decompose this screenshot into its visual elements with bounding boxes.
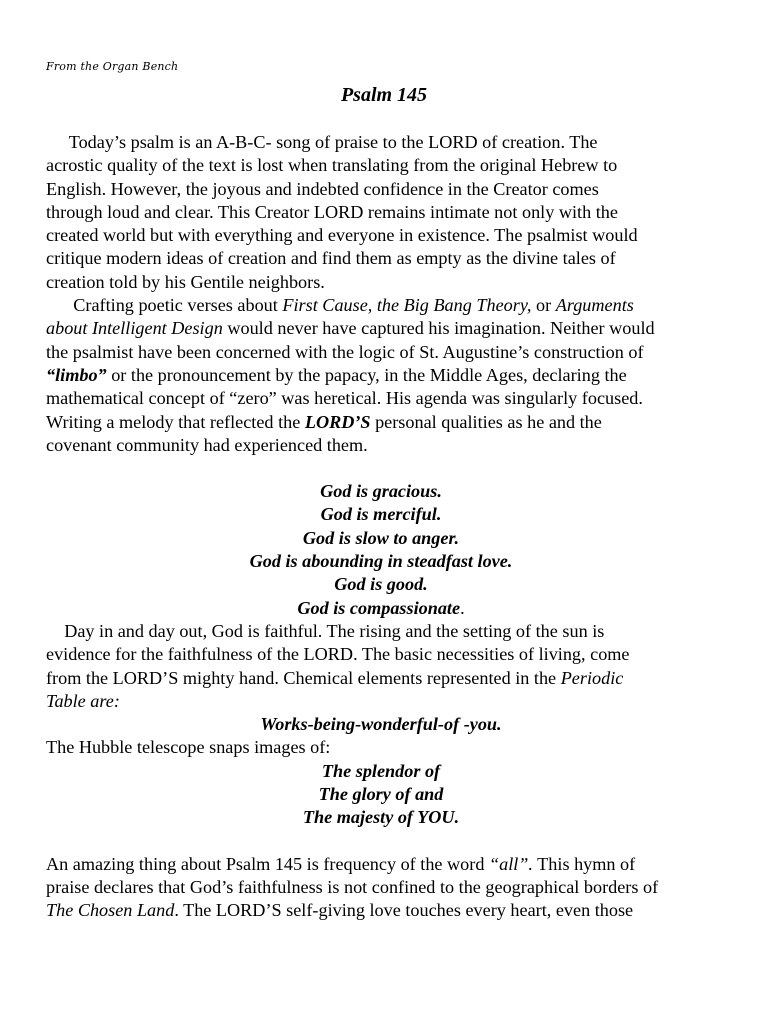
page-title: Psalm 145 [340, 84, 428, 106]
text-span: . [460, 597, 465, 618]
text-span: personal qualities as he and the [370, 411, 602, 432]
attribute-line: God is gracious. [320, 481, 442, 502]
text-line [46, 131, 716, 154]
paragraph-all [46, 853, 716, 923]
text-line: through loud and clear. This Creator LORD remains intimate not only with the [46, 201, 618, 222]
text-line [46, 853, 716, 876]
text-span: This hymn of [532, 853, 636, 874]
text-line [46, 294, 716, 317]
text-line: created world but with everything and everyone in existence. The psalmist would [46, 225, 638, 246]
attribute-line [46, 597, 716, 620]
text-line [46, 411, 716, 434]
bold-italic-span: “limbo” [46, 364, 107, 385]
text-span: Day in and day out, God is faithful. The rising and the setting of the sun is [64, 620, 605, 641]
attribute-line: God is abounding in steadfast love. [249, 551, 513, 572]
spacer [46, 457, 716, 480]
paragraph-crafting [46, 294, 716, 457]
text-line: creation told by his Gentile neighbors. [46, 271, 325, 292]
document-body [46, 131, 716, 923]
text-span: would never have captured his imagination. Neither would [222, 318, 655, 339]
italic-span: First Cause, the Big Bang Theory, [282, 295, 532, 316]
spacer [46, 830, 716, 853]
text-line: praise declares that God’s faithfulness is not confined to the geographical borders of [46, 876, 659, 897]
text-line: The Hubble telescope snaps images of: [46, 737, 331, 758]
splendor-line: The splendor of [321, 760, 441, 781]
paragraph-faithful [46, 620, 716, 830]
italic-span: “all”. [488, 853, 533, 874]
text-line: acrostic quality of the text is lost when translating from the original Hebrew to [46, 155, 618, 176]
text-line: Table are: [46, 690, 120, 711]
text-span: An amazing thing about Psalm 145 is frequency of the word [46, 853, 489, 874]
text-line [46, 364, 716, 387]
text-span: . The LORD’S self-giving love touches every heart, even those [174, 900, 634, 921]
text-line [46, 620, 716, 643]
text-span: Writing a melody that reflected the [46, 411, 305, 432]
bold-italic-span: LORD’S [304, 411, 371, 432]
bold-italic-span: God is compassionate [297, 597, 461, 618]
text-line [46, 667, 716, 690]
attribute-line: God is good. [334, 574, 428, 595]
italic-span: Periodic [560, 667, 624, 688]
works-line: Works-being-wonderful-of -you. [260, 714, 502, 735]
text-line: English. However, the joyous and indebted confidence in the Creator comes [46, 178, 599, 199]
text-line: mathematical concept of “zero” was heretical. His agenda was singularly focused. [46, 388, 643, 409]
text-line: covenant community had experienced them. [46, 434, 368, 455]
italic-span: Arguments [555, 295, 634, 316]
text-span: from the LORD’S mighty hand. Chemical elements represented in the [46, 667, 561, 688]
text-line: the psalmist have been concerned with the logic of St. Augustine’s construction of [46, 341, 644, 362]
text-line [46, 899, 716, 922]
text-span: Crafting poetic verses about [73, 295, 283, 316]
splendor-line: The glory of and [318, 784, 444, 805]
paragraph-intro [46, 131, 716, 294]
splendor-line: The majesty of YOU. [302, 807, 460, 828]
text-line [46, 317, 716, 340]
italic-span: The Chosen Land [46, 900, 175, 921]
page-header: From the Organ Bench [46, 60, 179, 73]
text-line: critique modern ideas of creation and find them as empty as the divine tales of [46, 248, 616, 269]
italic-span: about Intelligent Design [46, 318, 223, 339]
text-span: or the pronouncement by the papacy, in the Middle Ages, declaring the [106, 364, 627, 385]
attribute-line: God is merciful. [320, 504, 442, 525]
attribute-line: God is slow to anger. [302, 527, 460, 548]
text-span: or [531, 295, 556, 316]
text-span: Today’s psalm is an A-B-C- song of praise to the LORD of creation. The [68, 132, 598, 152]
attributes-list [46, 480, 716, 620]
text-line: evidence for the faithfulness of the LORD. The basic necessities of living, come [46, 644, 630, 665]
